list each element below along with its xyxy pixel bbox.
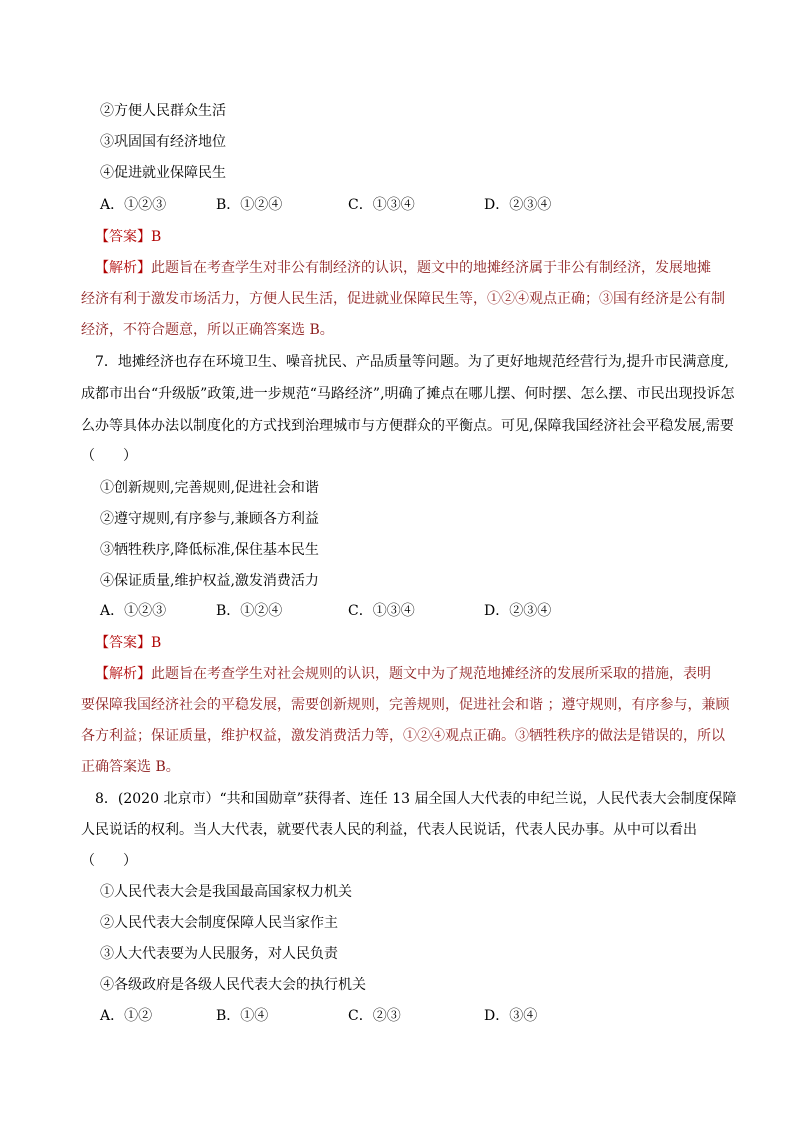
q7-answer bbox=[95, 633, 161, 653]
q7-explanation-line-3: 各方利益；保证质量，维护权益，激发消费活力等，①②④观点正确。③牺牲秩序的做法是错误的，所以 bbox=[81, 728, 725, 744]
q7-choice-a: A．①②③ bbox=[100, 603, 167, 619]
q7-choice-c: C．①③④ bbox=[348, 603, 415, 619]
answer-value: B bbox=[151, 229, 162, 245]
q8-choices bbox=[100, 1006, 660, 1026]
q7-explanation-line-1 bbox=[95, 664, 711, 684]
q6-option-4: ④促进就业保障民生 bbox=[100, 165, 226, 181]
q7-option-2: ②遵守规则,有序参与,兼顾各方利益 bbox=[100, 511, 319, 527]
q8-option-3: ③人大代表要为人民服务，对人民负责 bbox=[100, 946, 338, 962]
q8-choice-c: C．②③ bbox=[348, 1008, 401, 1024]
q8-blank: （ ） bbox=[81, 853, 137, 869]
q8-option-2: ②人民代表大会制度保障人民当家作主 bbox=[100, 915, 338, 931]
q6-choice-c: C．①③④ bbox=[348, 197, 415, 213]
q7-explanation-line-4: 正确答案选 B。 bbox=[81, 759, 180, 775]
q8-choice-b: B．①④ bbox=[216, 1008, 269, 1024]
q8-option-4: ④各级政府是各级人民代表大会的执行机关 bbox=[100, 977, 366, 993]
q6-explanation-line-2: 经济有利于激发市场活力，方便人民生活，促进就业保障民生等，①②④观点正确；③国有经济是公有制 bbox=[81, 291, 725, 307]
q8-choice-a: A．①② bbox=[100, 1008, 153, 1024]
q7-blank: （ ） bbox=[81, 448, 137, 464]
q6-choice-a: A．①②③ bbox=[100, 197, 167, 213]
q6-answer bbox=[95, 227, 161, 247]
q7-option-3: ③牺牲秩序,降低标准,保住基本民生 bbox=[100, 542, 319, 558]
q6-choices bbox=[100, 195, 660, 215]
q6-explanation-line-3: 经济，不符合题意，所以正确答案选 B。 bbox=[81, 322, 334, 338]
explanation-text: 此题旨在考查学生对社会规则的认识，题文中为了规范地摊经济的发展所采取的措施，表明 bbox=[151, 666, 711, 682]
q8-choice-d: D．③④ bbox=[484, 1008, 538, 1024]
q7-explanation-line-2: 要保障我国经济社会的平稳发展，需要创新规则，完善规则，促进社会和谐 ；遵守规则，有序参与，兼顾 bbox=[81, 697, 730, 713]
q7-option-4: ④保证质量,维护权益,激发消费活力 bbox=[100, 573, 319, 589]
explanation-text: 此题旨在考查学生对非公有制经济的认识，题文中的地摊经济属于非公有制经济，发展地摊 bbox=[151, 260, 711, 276]
q6-choice-b: B．①②④ bbox=[216, 197, 283, 213]
q7-choice-b: B．①②④ bbox=[216, 603, 283, 619]
q8-stem-line-1: 8．(2020 北京市）“共和国勋章”获得者、连任 13 届全国人大代表的申纪兰说，人民代表大会制度保障 bbox=[95, 791, 737, 807]
explanation-label: 【解析】 bbox=[95, 260, 151, 276]
answer-label: 【答案】 bbox=[95, 635, 151, 651]
q7-stem-line-2: 成都市出台“升级版”政策,进一步规范“马路经济”,明确了摊点在哪儿摆、何时摆、怎么摆、市民出现投诉怎 bbox=[81, 386, 735, 402]
q6-explanation-line-1 bbox=[95, 258, 711, 278]
q7-option-1: ①创新规则,完善规则,促进社会和谐 bbox=[100, 480, 319, 496]
answer-value: B bbox=[151, 635, 162, 651]
explanation-label: 【解析】 bbox=[95, 666, 151, 682]
q7-choice-d: D．②③④ bbox=[484, 603, 552, 619]
q6-choice-d: D．②③④ bbox=[484, 197, 552, 213]
answer-label: 【答案】 bbox=[95, 229, 151, 245]
q8-stem-line-2: 人民说话的权利。当人大代表，就要代表人民的利益，代表人民说话，代表人民办事。从中可以看出 bbox=[81, 822, 697, 838]
q8-option-1: ①人民代表大会是我国最高国家权力机关 bbox=[100, 884, 352, 900]
q7-stem-line-3: 么办等具体办法以制度化的方式找到治理城市与方便群众的平衡点。可见,保障我国经济社会平稳发展,需要 bbox=[81, 418, 734, 434]
q6-option-2: ②方便人民群众生活 bbox=[100, 103, 226, 119]
q7-choices bbox=[100, 601, 660, 621]
q6-option-3: ③巩固国有经济地位 bbox=[100, 134, 226, 150]
q7-stem-line-1: 7．地摊经济也存在环境卫生、噪音扰民、产品质量等问题。为了更好地规范经营行为,提升市民满意度, bbox=[95, 354, 729, 370]
